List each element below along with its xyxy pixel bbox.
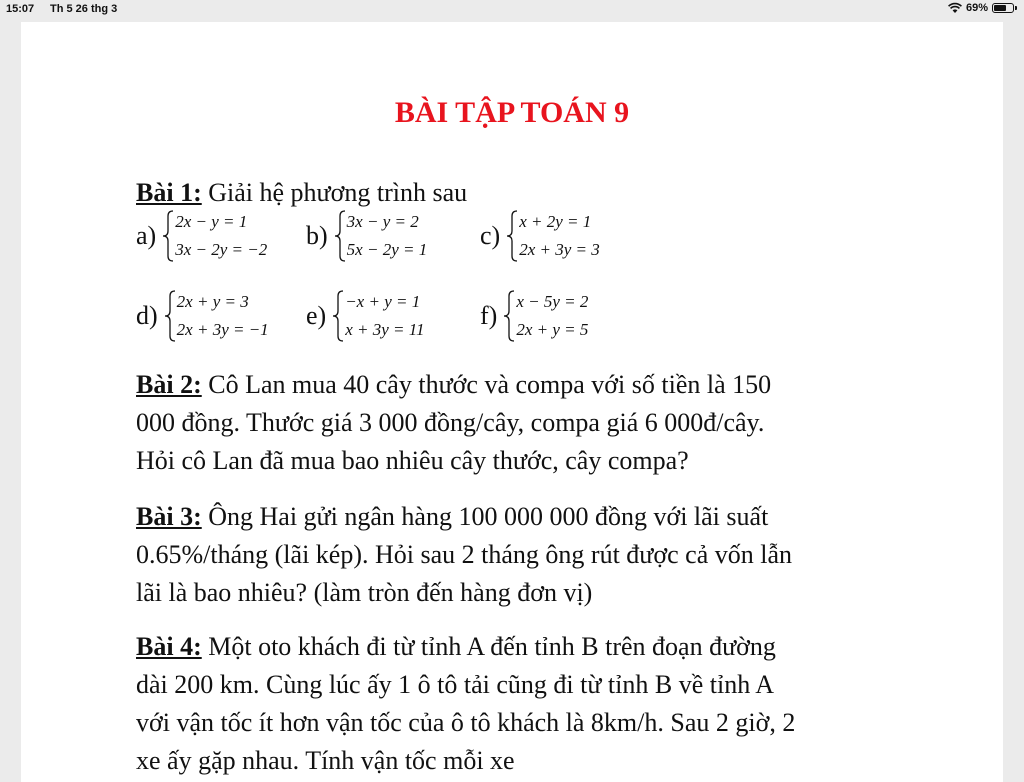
equation-system — [136, 208, 267, 264]
battery-icon — [992, 3, 1014, 13]
bai2-line-1 — [136, 368, 771, 402]
equation-1: −x + y = 1 — [345, 292, 421, 311]
brace-icon — [334, 210, 346, 262]
equation-2: 3x − 2y = −2 — [175, 240, 268, 259]
bai3-line-2: 0.65%/tháng (lãi kép). Hỏi sau 2 tháng ông rút được cả vốn lẫn — [136, 540, 793, 569]
bai4-label: Bài 4: — [136, 632, 202, 661]
equation-2: 2x + y = 5 — [516, 320, 589, 339]
equation-2: 5x − 2y = 1 — [346, 240, 428, 259]
battery-percent: 69% — [965, 2, 988, 14]
system-equations — [519, 208, 600, 264]
bai4-line-1 — [136, 630, 776, 664]
equation-system — [136, 288, 269, 344]
equation-system — [480, 288, 588, 344]
wifi-icon — [948, 2, 962, 14]
bai3-line-1 — [136, 500, 768, 534]
system-label: e) — [306, 301, 327, 330]
system-label: d) — [136, 301, 158, 330]
brace-icon — [164, 290, 176, 342]
equation-2: 2x + 3y = −1 — [176, 320, 269, 339]
system-label: f) — [480, 301, 498, 330]
bai2-label: Bài 2: — [136, 370, 202, 399]
system-equations — [177, 288, 269, 344]
bai2-text-1: Cô Lan mua 40 cây thước và compa với số tiền là 150 — [201, 370, 772, 399]
equation-1: 2x − y = 1 — [175, 212, 248, 231]
bai2-line-3: Hỏi cô Lan đã mua bao nhiêu cây thước, cây compa? — [136, 446, 689, 475]
bai4-text-1: Một oto khách đi từ tỉnh A đến tỉnh B trên đoạn đường — [201, 632, 776, 661]
system-label: a) — [136, 221, 157, 250]
bai4-line-4: xe ấy gặp nhau. Tính vận tốc mỗi xe — [136, 746, 515, 775]
brace-icon — [162, 210, 174, 262]
bai4-line-2: dài 200 km. Cùng lúc ấy 1 ô tô tải cũng đi từ tỉnh B về tỉnh A — [136, 670, 775, 699]
equation-system — [480, 208, 600, 264]
brace-icon — [332, 290, 344, 342]
equation-system — [306, 288, 424, 344]
system-equations — [345, 288, 424, 344]
brace-icon — [506, 210, 518, 262]
status-bar — [0, 0, 1024, 20]
document-page[interactable] — [21, 22, 1003, 782]
equation-1: 2x + y = 3 — [176, 292, 249, 311]
bai4-line-3: với vận tốc ít hơn vận tốc của ô tô khách là 8km/h. Sau 2 giờ, 2 — [136, 708, 796, 737]
bai2-line-2: 000 đồng. Thước giá 3 000 đồng/cây, compa giá 6 000đ/cây. — [136, 408, 765, 437]
bai3-line-3: lãi là bao nhiêu? (làm tròn đến hàng đơn vị) — [136, 578, 593, 607]
equation-system — [306, 208, 427, 264]
bai3-label: Bài 3: — [136, 502, 202, 531]
page-title: BÀI TẬP TOÁN 9 — [394, 96, 630, 129]
system-equations — [347, 208, 428, 264]
system-equations — [516, 288, 588, 344]
bai1-heading — [136, 176, 467, 210]
system-equations — [175, 208, 267, 264]
system-label: b) — [306, 221, 328, 250]
status-date: Th 5 26 thg 3 — [50, 3, 118, 15]
system-label: c) — [480, 221, 501, 250]
brace-icon — [503, 290, 515, 342]
status-right — [948, 2, 1014, 14]
equation-2: x + 3y = 11 — [345, 320, 425, 339]
equation-1: 3x − y = 2 — [346, 212, 419, 231]
bai3-text-1: Ông Hai gửi ngân hàng 100 000 000 đồng với lãi suất — [201, 502, 769, 531]
equation-1: x − 5y = 2 — [516, 292, 589, 311]
equation-2: 2x + 3y = 3 — [519, 240, 600, 259]
equation-1: x + 2y = 1 — [519, 212, 592, 231]
bai1-text: Giải hệ phương trình sau — [201, 178, 468, 207]
status-time: 15:07 — [6, 3, 35, 15]
bai1-label: Bài 1: — [136, 178, 202, 207]
